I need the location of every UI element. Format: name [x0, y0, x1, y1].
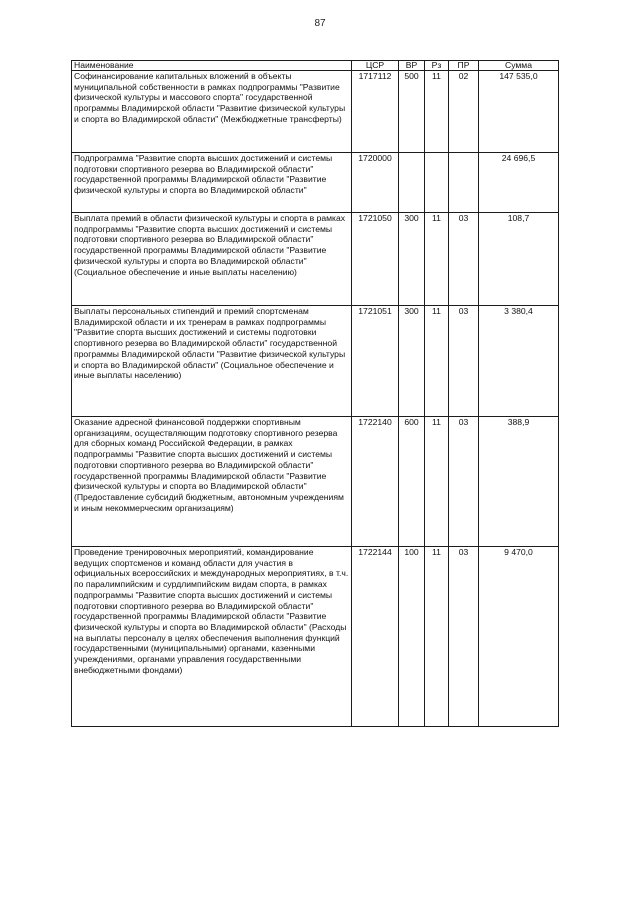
row-csr: 1717112 — [352, 71, 399, 153]
row-vr: 300 — [399, 213, 425, 306]
row-pr: 02 — [449, 71, 479, 153]
budget-table — [71, 60, 559, 727]
row-vr: 100 — [399, 547, 425, 727]
row-rz: 11 — [425, 213, 449, 306]
row-sum: 108,7 — [479, 213, 559, 306]
table-row — [72, 306, 559, 417]
row-vr: 300 — [399, 306, 425, 417]
row-pr: 03 — [449, 417, 479, 547]
row-pr: 03 — [449, 547, 479, 727]
row-sum: 9 470,0 — [479, 547, 559, 727]
row-csr: 1721050 — [352, 213, 399, 306]
page-number: 87 — [314, 18, 326, 29]
table-header-row — [72, 61, 559, 71]
row-vr: 500 — [399, 71, 425, 153]
table-row — [72, 71, 559, 153]
row-rz: 11 — [425, 306, 449, 417]
row-csr: 1722140 — [352, 417, 399, 547]
row-csr: 1720000 — [352, 153, 399, 213]
row-sum: 388,9 — [479, 417, 559, 547]
row-name: Проведение тренировочных мероприятий, командирование ведущих спортсменов и команд области для участия в официальных всероссийских и международных мероприятиях, в т.ч. по паралимпийским и сурдлимпийским видам спорта, в рамках подпрограммы "Развитие спорта высших достижений и системы подготовки спортивного резерва во Владимирской области" государственной программы Владимирской области "Развитие физической культуры и спорта во Владимирской области" (Расходы на выплаты персоналу в целях обеспечения выполнения функций государственными (муниципальными) органами, казенными учреждениями, органами управления государственными внебюджетными фондами) — [72, 547, 352, 727]
row-name: Выплаты персональных стипендий и премий спортсменам Владимирской области и их тренерам в рамках подпрограммы "Развитие спорта высших достижений и системы подготовки спортивного резерва во Владимирской области" государственной программы Владимирской области "Развитие физической культуры и спорта во Владимирской области" (Социальное обеспечение и иные выплаты населению) — [72, 306, 352, 417]
header-vr: ВР — [399, 61, 425, 71]
table-row — [72, 213, 559, 306]
row-pr: 03 — [449, 306, 479, 417]
row-pr — [449, 153, 479, 213]
row-rz: 11 — [425, 417, 449, 547]
row-vr: 600 — [399, 417, 425, 547]
row-name: Подпрограмма "Развитие спорта высших достижений и системы подготовки спортивного резерва во Владимирской области" государственной программы Владимирской области "Развитие физической культуры и спорта во Владимирской области" — [72, 153, 352, 213]
row-csr: 1721051 — [352, 306, 399, 417]
row-sum: 24 696,5 — [479, 153, 559, 213]
row-pr: 03 — [449, 213, 479, 306]
header-rz: Рз — [425, 61, 449, 71]
table-row — [72, 153, 559, 213]
header-name: Наименование — [72, 61, 352, 71]
row-rz — [425, 153, 449, 213]
row-csr: 1722144 — [352, 547, 399, 727]
header-sum: Сумма — [479, 61, 559, 71]
row-rz: 11 — [425, 71, 449, 153]
header-csr: ЦСР — [352, 61, 399, 71]
row-sum: 147 535,0 — [479, 71, 559, 153]
row-sum: 3 380,4 — [479, 306, 559, 417]
table-row — [72, 547, 559, 727]
row-name: Выплата премий в области физической культуры и спорта в рамках подпрограммы "Развитие спорта высших достижений и системы подготовки спортивного резерва во Владимирской области" государственной программы Владимирской области "Развитие физической культуры и спорта во Владимирской области" (Социальное обеспечение и иные выплаты населению) — [72, 213, 352, 306]
row-rz: 11 — [425, 547, 449, 727]
row-name: Софинансирование капитальных вложений в объекты муниципальной собственности в рамках подпрограммы "Развитие физической культуры и массового спорта" государственной программы Владимирской области "Развитие физической культуры и спорта во Владимирской области" (Межбюджетные трансферты) — [72, 71, 352, 153]
row-vr — [399, 153, 425, 213]
header-pr: ПР — [449, 61, 479, 71]
row-name: Оказание адресной финансовой поддержки спортивным организациям, осуществляющим подготовку спортивного резерва для сборных команд Российской Федерации, в рамках подпрограммы "Развитие спорта высших достижений и системы подготовки спортивного резерва во Владимирской области" государственной программы Владимирской области "Развитие физической культуры и спорта во Владимирской области" (Предоставление субсидий бюджетным, автономным учреждениям и иным некоммерческим организациям) — [72, 417, 352, 547]
table-row — [72, 417, 559, 547]
